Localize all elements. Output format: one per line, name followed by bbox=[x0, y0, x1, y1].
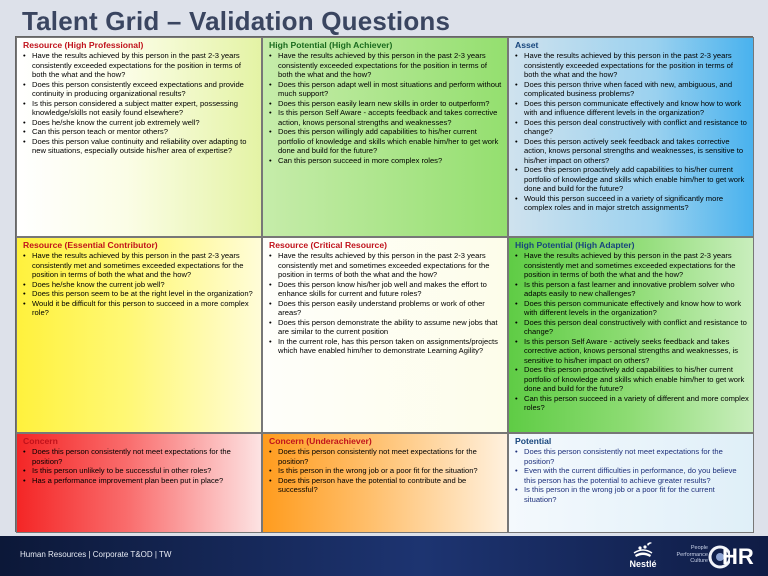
question-list bbox=[21, 251, 257, 318]
cell-high-potential-high-adapter bbox=[508, 237, 754, 433]
tagline-line: Performance bbox=[676, 551, 708, 558]
list-item: • Is this person considered a subject matter expert, possessing knowledge/skills not easily found elsewhere? bbox=[21, 99, 257, 118]
nest-birds-icon bbox=[632, 539, 654, 559]
footer-text: Human Resources | Corporate T&OD | TW bbox=[20, 550, 172, 559]
list-item: • Is this person in the wrong job or a poor fit for the situation? bbox=[267, 466, 503, 476]
list-item: • Does he/she know the current job extremely well? bbox=[21, 118, 257, 128]
question-list bbox=[267, 51, 503, 165]
cell-heading: Resource (Critical Resource) bbox=[269, 240, 387, 250]
list-item: • Have the results achieved by this person in the past 2-3 years consistently met and sometimes exceeded expectations for the position in terms of both the what and the how? bbox=[21, 251, 257, 280]
list-item: • Have the results achieved by this person in the past 2-3 years consistently exceeded expectations for the position in terms of both the what and the how? bbox=[21, 51, 257, 80]
list-item: • Would it be difficult for this person to succeed in a more complex role? bbox=[21, 299, 257, 318]
cell-asset bbox=[508, 37, 754, 237]
list-item: • Does this person consistently not meet expectations for the position? bbox=[513, 447, 749, 466]
list-item: • Is this person a fast learner and innovative problem solver who adapts easily to new challenges? bbox=[513, 280, 749, 299]
list-item: • Has a performance improvement plan been put in place? bbox=[21, 476, 257, 486]
footer-bar bbox=[0, 536, 768, 576]
cell-heading: High Potential (High Adapter) bbox=[515, 240, 635, 250]
hr-logo bbox=[708, 544, 758, 570]
list-item: • Does this person easily learn new skills in order to outperform? bbox=[267, 99, 503, 109]
list-item: • Have the results achieved by this person in the past 2-3 years consistently exceeded expectations for the position in terms of both the what and the how? bbox=[513, 51, 749, 80]
list-item: • Can this person succeed in more complex roles? bbox=[267, 156, 503, 166]
question-list bbox=[267, 251, 503, 356]
list-item: • Can this person succeed in a variety of different and more complex roles? bbox=[513, 394, 749, 413]
list-item: • Have the results achieved by this person in the past 2-3 years consistently met and sometimes exceeded expectations for the position in terms of both the what and the how? bbox=[267, 251, 503, 280]
list-item: • Does this person thrive when faced with new, ambiguous, and complicated business problems? bbox=[513, 80, 749, 99]
list-item: • Does this person willingly add capabilities to his/her current portfolio of knowledge and skills which enable him/her to get work done and build for the future? bbox=[267, 127, 503, 156]
list-item: • Does this person consistently exceed expectations and provide continuity in producing organizational results? bbox=[21, 80, 257, 99]
page-title: Talent Grid – Validation Questions bbox=[22, 6, 451, 36]
cell-heading: Concern (Underachiever) bbox=[269, 436, 372, 446]
cell-resource-critical-resource bbox=[262, 237, 508, 433]
cell-heading: Resource (Essential Contributor) bbox=[23, 240, 158, 250]
tagline-line: People bbox=[690, 545, 708, 551]
list-item: • Does this person communicate effectively and know how to work with different levels in the organization? bbox=[513, 299, 749, 318]
list-item: • Does he/she know the current job well? bbox=[21, 280, 257, 290]
cell-concern-underachiever bbox=[262, 433, 508, 533]
question-list bbox=[513, 251, 749, 413]
list-item: • Does this person actively seek feedback and takes corrective action, knows personal strengths and weaknesses, is sensitive to his/her impact on others? bbox=[513, 137, 749, 166]
list-item: • Does this person deal constructively with conflict and resistance to change? bbox=[513, 318, 749, 337]
list-item: • In the current role, has this person taken on assignments/projects which have enabled him/her to demonstrate Learning Agility? bbox=[267, 337, 503, 356]
list-item: • Is this person in the wrong job or a poor fit for the current situation? bbox=[513, 485, 749, 504]
list-item: • Does this person consistently not meet expectations for the position? bbox=[21, 447, 257, 466]
question-list bbox=[267, 447, 503, 495]
cell-heading: Potential bbox=[515, 436, 552, 446]
list-item: • Does this person seem to be at the right level in the organization? bbox=[21, 289, 257, 299]
cell-resource-essential-contributor bbox=[16, 237, 262, 433]
cell-concern bbox=[16, 433, 262, 533]
cell-resource-high-professional bbox=[16, 37, 262, 237]
list-item: • Does this person value continuity and reliability over adapting to new situations, especially outside his/her area of expertise? bbox=[21, 137, 257, 156]
list-item: • Is this person Self Aware - accepts feedback and takes corrective action, knows personal strengths and weaknesses? bbox=[267, 108, 503, 127]
list-item: • Does this person easily understand problems or work of other areas? bbox=[267, 299, 503, 318]
cell-high-potential-high-achiever bbox=[262, 37, 508, 237]
list-item: • Is this person unlikely to be successful in other roles? bbox=[21, 466, 257, 476]
list-item: • Does this person communicate effectively and know how to work with and influence different levels in the organization? bbox=[513, 99, 749, 118]
question-list bbox=[21, 51, 257, 156]
list-item: • Have the results achieved by this person in the past 2-3 years consistently exceeded expectations for the position in terms of both the what and the how? bbox=[267, 51, 503, 80]
cell-heading: Resource (High Professional) bbox=[23, 40, 144, 50]
cell-potential bbox=[508, 433, 754, 533]
list-item: • Does this person proactively add capabilities to his/her current portfolio of knowledge and skills which enable him/her to get work done and build for the future? bbox=[513, 365, 749, 394]
list-item: • Does this person adapt well in most situations and perform without much support? bbox=[267, 80, 503, 99]
list-item: • Does this person know his/her job well and makes the effort to enhance skills for current and future roles? bbox=[267, 280, 503, 299]
list-item: • Does this person deal constructively with conflict and resistance to change? bbox=[513, 118, 749, 137]
nestle-logo bbox=[622, 539, 664, 573]
list-item: • Does this person consistently not meet expectations for the position? bbox=[267, 447, 503, 466]
cell-heading: High Potential (High Achiever) bbox=[269, 40, 393, 50]
question-list bbox=[513, 447, 749, 504]
tagline bbox=[668, 545, 708, 565]
hr-wordmark: HR bbox=[722, 544, 754, 569]
tagline-line: Culture bbox=[690, 558, 708, 564]
talent-grid bbox=[15, 36, 753, 532]
list-item: • Have the results achieved by this person in the past 2-3 years consistently met and sometimes exceeded expectations for the position in terms of both the what and the how? bbox=[513, 251, 749, 280]
list-item: • Would this person succeed in a variety of significantly more complex roles and in major stretch assignments? bbox=[513, 194, 749, 213]
list-item: • Does this person have the potential to contribute and be successful? bbox=[267, 476, 503, 495]
list-item: • Is this person Self Aware - actively seeks feedback and takes corrective action, knows personal strengths and weaknesses, is sensitive to his/her impact on others? bbox=[513, 337, 749, 366]
list-item: • Does this person demonstrate the ability to assume new jobs that are similar to the current position bbox=[267, 318, 503, 337]
list-item: • Even with the current difficulties in performance, do you believe this person has the potential to achieve greater results? bbox=[513, 466, 749, 485]
question-list bbox=[513, 51, 749, 213]
nestle-wordmark: Nestlé bbox=[629, 559, 657, 569]
question-list bbox=[21, 447, 257, 485]
list-item: • Does this person proactively add capabilities to his/her current portfolio of knowledge and skills which enable him/her to get work done and build for the future? bbox=[513, 165, 749, 194]
cell-heading: Asset bbox=[515, 40, 539, 50]
cell-heading: Concern bbox=[23, 436, 58, 446]
list-item: • Can this person teach or mentor others? bbox=[21, 127, 257, 137]
